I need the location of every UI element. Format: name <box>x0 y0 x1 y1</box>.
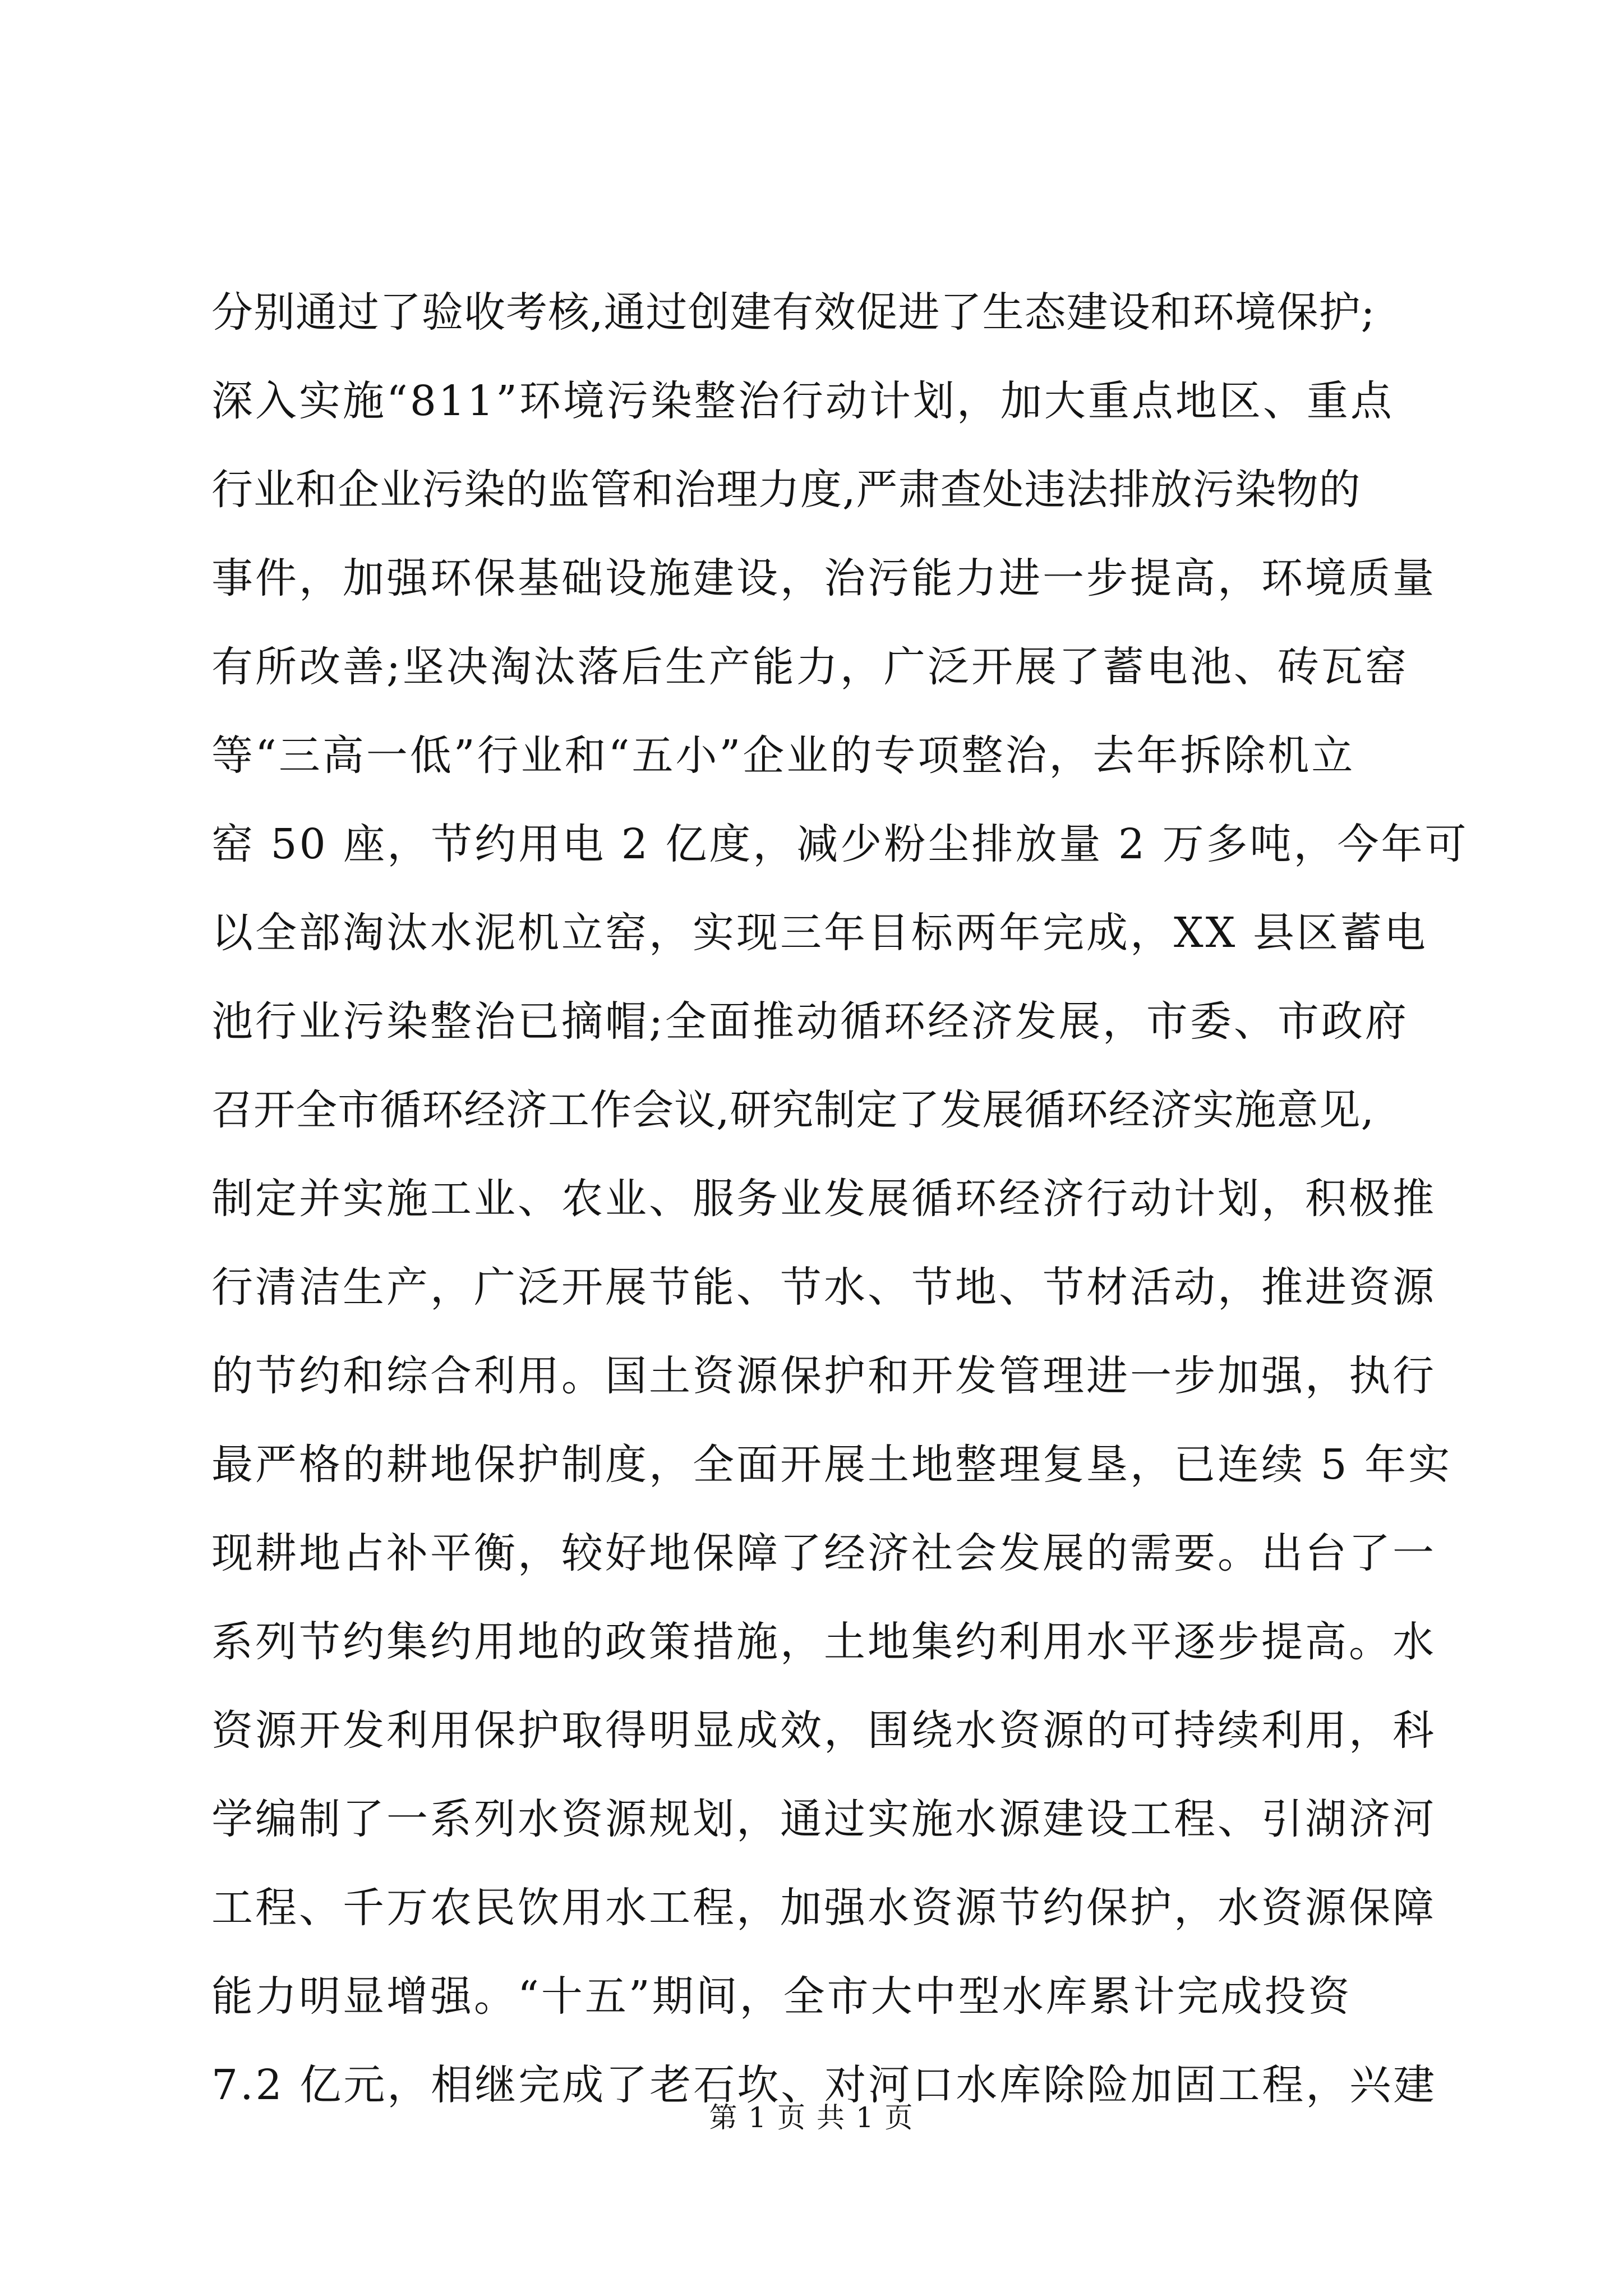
text-line: 分别通过了验收考核,通过创建有效促进了生态建设和环境保护; <box>211 288 1376 337</box>
text-line: 工程、千万农民饮用水工程，加强水资源节约保护，水资源保障 <box>211 1884 1436 1932</box>
page-footer: 第 1 页 共 1 页 <box>709 2101 914 2134</box>
text-line: 行清洁生产，广泛开展节能、节水、节地、节材活动，推进资源 <box>211 1263 1436 1312</box>
text-line: 制定并实施工业、农业、服务业发展循环经济行动计划，积极推 <box>211 1175 1436 1223</box>
text-line: 有所改善;坚决淘汰落后生产能力，广泛开展了蓄电池、砖瓦窑 <box>211 643 1409 691</box>
text-line: 现耕地占补平衡，较好地保障了经济社会发展的需要。出台了一 <box>211 1529 1436 1577</box>
text-line: 池行业污染整治已摘帽;全面推动循环经济发展，市委、市政府 <box>211 997 1409 1046</box>
text-line: 召开全市循环经济工作会议,研究制定了发展循环经济实施意见, <box>211 1086 1375 1134</box>
text-line: 行业和企业污染的监管和治理力度,严肃查处违法排放污染物的 <box>211 466 1361 514</box>
text-line: 等“三高一低”行业和“五小”企业的专项整治，去年拆除机立 <box>211 731 1355 780</box>
text-line: 事件，加强环保基础设施建设，治污能力进一步提高，环境质量 <box>211 554 1436 602</box>
text-line: 以全部淘汰水泥机立窑，实现三年目标两年完成，XX 县区蓄电 <box>211 909 1428 957</box>
text-line: 7.2 亿元，相继完成了老石坎、对河口水库除险加固工程，兴建 <box>211 2061 1437 2109</box>
text-line: 资源开发利用保护取得明显成效，围绕水资源的可持续利用，科 <box>211 1706 1436 1755</box>
text-line: 窑 50 座，节约用电 2 亿度，减少粉尘排放量 2 万多吨，今年可 <box>211 820 1469 868</box>
text-line: 深入实施“811”环境污染整治行动计划，加大重点地区、重点 <box>211 377 1394 425</box>
text-line: 学编制了一系列水资源规划，通过实施水源建设工程、引湖济河 <box>211 1795 1436 1843</box>
body-text <box>211 268 1469 2129</box>
text-line: 最严格的耕地保护制度，全面开展土地整理复垦，已连续 5 年实 <box>211 1441 1453 1489</box>
text-line: 的节约和综合利用。国土资源保护和开发管理进一步加强，执行 <box>211 1352 1436 1400</box>
text-line: 能力明显增强。“十五”期间，全市大中型水库累计完成投资 <box>211 1972 1352 2021</box>
text-line: 系列节约集约用地的政策措施，土地集约利用水平逐步提高。水 <box>211 1618 1436 1666</box>
